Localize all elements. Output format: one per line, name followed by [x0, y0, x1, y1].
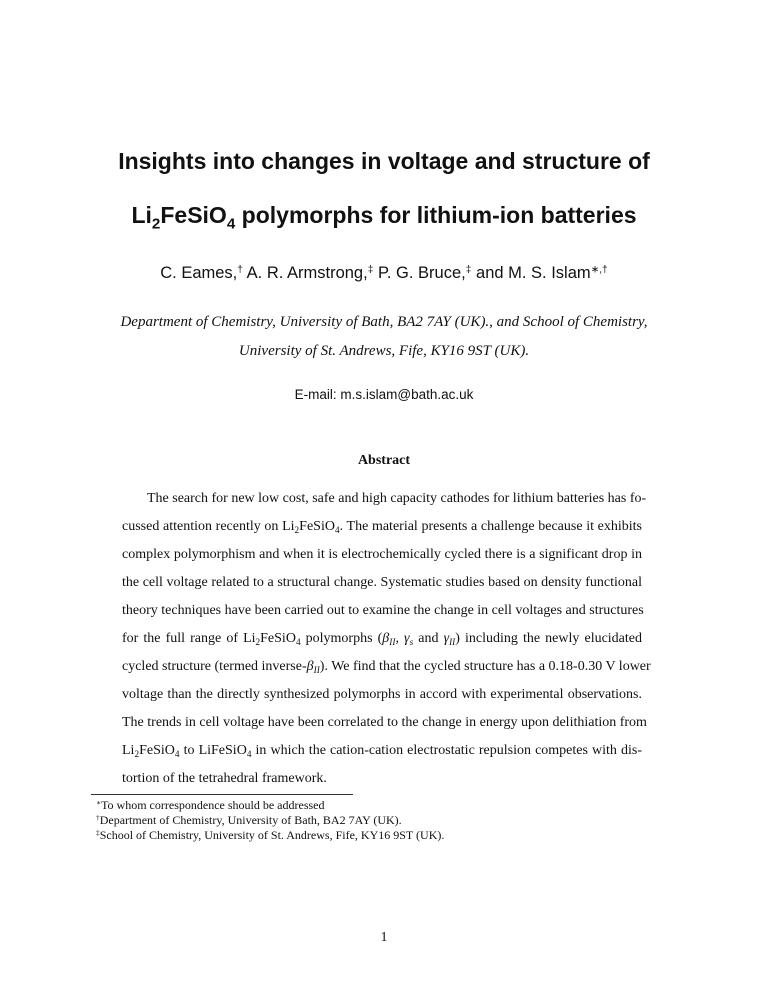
- abstract-heading: Abstract: [357, 453, 411, 468]
- abstract-line: tortion of the tetrahedral framework.: [122, 771, 327, 786]
- footnote: ‡School of Chemistry, University of St. Andrews, Fife, KY16 9ST (UK).: [96, 827, 445, 842]
- abstract-line: voltage than the directly synthesized polymorphs in accord with experimental observations.: [122, 687, 642, 702]
- author: P. G. Bruce,‡: [377, 264, 472, 282]
- abstract-line: The search for new low cost, safe and high capacity cathodes for lithium batteries has fo-: [147, 491, 647, 506]
- footnote: ∗To whom correspondence should be addressed: [96, 797, 325, 812]
- paper-title-line-2: $Li_2FeSiO_4$ polymorphs for lithium-ion batteries: [131, 202, 637, 233]
- author: C. Eames,†: [160, 264, 243, 282]
- footnote: †Department of Chemistry, University of Bath, BA2 7AY (UK).: [96, 812, 402, 827]
- abstract-line: The trends in cell voltage have been correlated to the change in energy upon delithiation from: [122, 715, 647, 730]
- affiliation-line-1: Department of Chemistry, University of Bath, BA2 7AY (UK)., and School of Chemistry,: [120, 314, 648, 330]
- abstract-line: cycled structure (termed inverse-$\beta_{II}$). We find that the cycled structure has a 0.18-0.30 V lower: [122, 659, 651, 676]
- paper-title-line-1: Insights into changes in voltage and structure of: [118, 148, 650, 174]
- abstract-line: complex polymorphism and when it is electrochemically cycled there is a significant drop in: [122, 547, 642, 562]
- abstract-line: cussed attention recently on $Li_2FeSiO_4$. The material presents a challenge because it exhibits: [122, 519, 643, 536]
- page-number: 1: [380, 930, 388, 945]
- abstract-line: for the full range of $Li_2FeSiO_4$ polymorphs ($\beta_{II}$, $\gamma_s$ and $\gamma_{II}$) including the newly elucidated: [122, 631, 642, 648]
- author: A. R. Armstrong,‡: [246, 264, 374, 282]
- affiliation-line-2: University of St. Andrews, Fife, KY16 9ST (UK).: [238, 343, 530, 359]
- footnote-rule: [91, 794, 353, 795]
- abstract-line: the cell voltage related to a structural change. Systematic studies based on density functional: [122, 575, 642, 590]
- contact-email: E-mail: m.s.islam@bath.ac.uk: [294, 387, 474, 402]
- author: and M. S. Islam∗,†: [476, 264, 608, 282]
- author-list: [0, 264, 768, 283]
- abstract-line: theory techniques have been carried out to examine the change in cell voltages and structures: [122, 603, 644, 618]
- abstract-line: $Li_2FeSiO_4$ to LiFeSiO$_4$ in which the cation-cation electrostatic repulsion competes with dis-: [122, 743, 643, 760]
